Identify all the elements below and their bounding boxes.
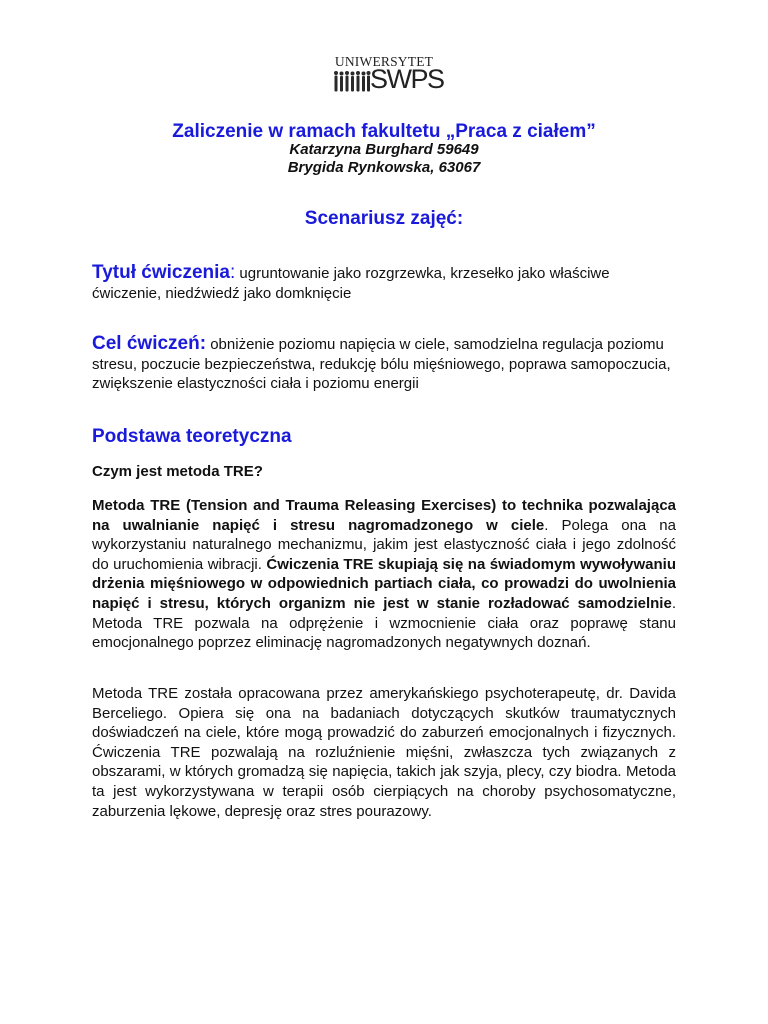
author-line-1: Katarzyna Burghard 59649 [289,141,479,158]
scenario-heading: Scenariusz zajęć: [304,208,464,229]
exercise-goal-label: Cel ćwiczeń: [92,333,207,354]
exercise-title-section [92,263,676,303]
author-line-2: Brygida Rynkowska, 63067 [287,159,481,176]
logo-top-text: UNIWERSYTET [334,54,434,69]
p1-text-1: . Polega ona na wykorzystaniu naturalnego mechanizmu, jakim jest elastyczność ciała i jego zdolność do uruchomienia wibracji. [92,516,676,573]
university-logo [333,54,444,94]
p1-bold-2: Ćwiczenia TRE skupiają się na świadomym wywoływaniu drżenia mięśniowego w odpowiednich partiach ciała, co prowadzi do uwolnienia napięć i stresu, których organizm nie jest w stanie rozładować samodzielnie [92,555,676,612]
exercise-title-label: Tytuł ćwiczenia [92,262,230,283]
exercise-goal-section [92,334,676,394]
theory-paragraph-2: Metoda TRE została opracowana przez amerykańskiego psychoterapeutę, dr. Davida Berceliego. Opiera się ona na badaniach dotyczących skutków traumatycznych doświadczeń na ciele, które mogą prowadzić do zaburzeń emocjonalnych i fizycznych. Ćwiczenia TRE pozwalają na rozluźnienie mięśni, zwłaszcza tych związanych z obszarami, w których gromadzą się napięcia, takich jak szyja, plecy, czy biodra. Metoda ta jest wykorzystywana w terapii osób cierpiących na choroby psychosomatyczne, zaburzenia lękowe, depresję oraz stres pourazowy. [92,685,676,820]
exercise-goal-text: obniżenie poziomu napięcia w ciele, samodzielna regulacja poziomu stresu, poczucie bezpieczeństwa, redukcję bólu mięśniowego, poprawa samopoczucia, zwiększenie elastyczności ciała i poziomu energii [92,336,671,392]
logo-wordmark: SWPS [370,64,444,94]
theory-question: Czym jest metoda TRE? [92,463,263,480]
p1-text-2: . Metoda TRE pozwala na odprężenie i wzmocnienie ciała oraz poprawę stanu emocjonalnego poprzez eliminację nagromadzonych negatywnych doznań. [92,594,676,652]
exercise-title-text: ugruntowanie jako rozgrzewka, krzesełko jako właściwe ćwiczenie, niedźwiedź jako domknięcie [92,265,610,302]
theory-paragraph-1 [92,496,676,653]
document-title: Zaliczenie w ramach fakultetu „Praca z ciałem” [172,121,596,142]
p1-bold-1: Metoda TRE (Tension and Trauma Releasing Exercises) to technika pozwalająca na uwalnianie napięć i stresu nagromadzonego w ciele [92,497,676,534]
theory-heading: Podstawa teoretyczna [92,426,292,447]
people-silhouettes-icon [333,70,373,92]
exercise-title-colon: : [229,262,236,283]
